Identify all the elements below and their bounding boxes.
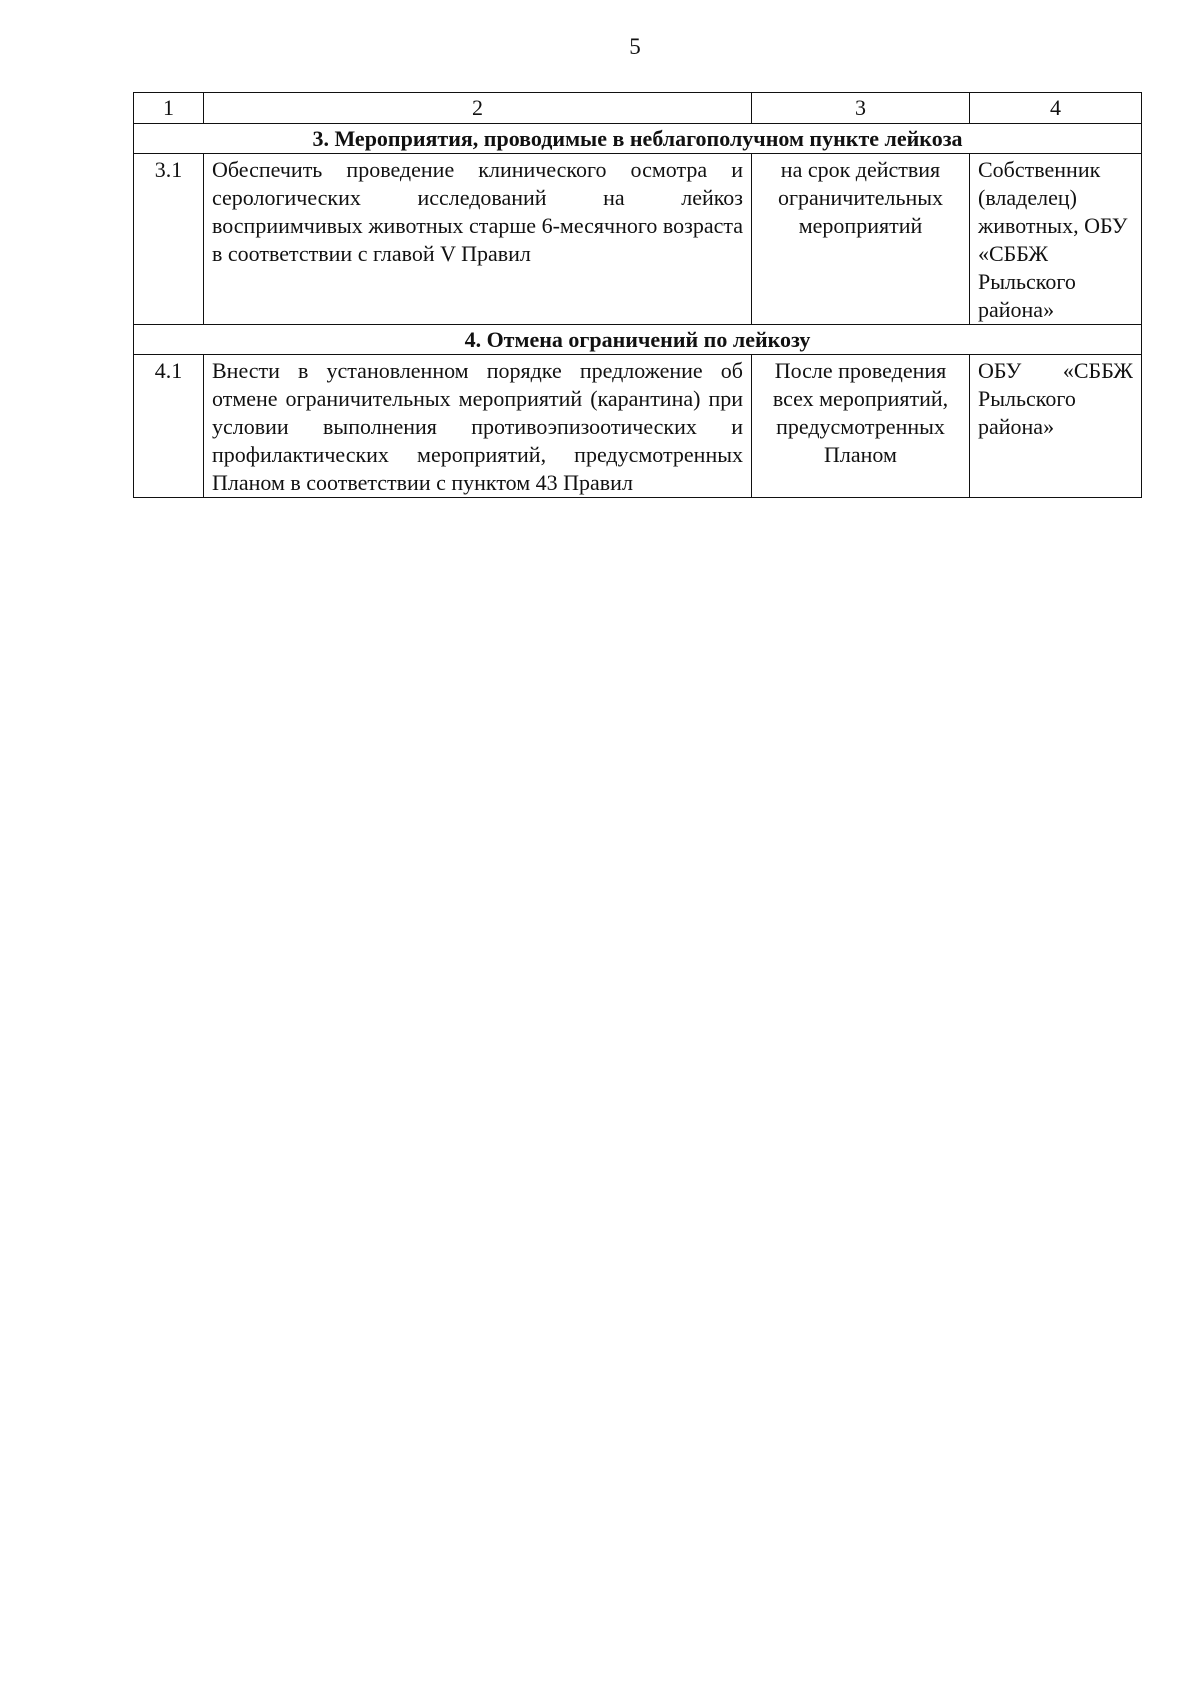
page-number: 5 — [629, 34, 641, 59]
section-heading-row — [134, 124, 1142, 154]
row-number: 3.1 — [134, 154, 204, 325]
column-header-3: 3 — [752, 93, 970, 124]
section-heading-row — [134, 325, 1142, 355]
column-header-2: 2 — [204, 93, 752, 124]
row-number: 4.1 — [134, 355, 204, 498]
row-term: на срок действия ограничительных мероприятий — [752, 154, 970, 325]
table-header-row — [134, 93, 1142, 124]
section-3-title: 3. Мероприятия, проводимые в неблагополучном пункте лейкоза — [134, 124, 1142, 154]
row-term: После проведения всех мероприятий, предусмотренных Планом — [752, 355, 970, 498]
table-row — [134, 154, 1142, 325]
row-responsible: ОБУ «СББЖ Рыльского района» — [970, 355, 1142, 498]
row-responsible: Собственник (владелец) животных, ОБУ «СББЖ Рыльского района» — [970, 154, 1142, 325]
row-action: Внести в установленном порядке предложение об отмене ограничительных мероприятий (карантина) при условии выполнения противоэпизоотических и профилактических мероприятий, предусмотренных Планом в соответствии с пунктом 43 Правил — [204, 355, 752, 498]
column-header-1: 1 — [134, 93, 204, 124]
column-header-4: 4 — [970, 93, 1142, 124]
row-action: Обеспечить проведение клинического осмотра и серологических исследований на лейкоз восприимчивых животных старше 6-месячного возраста в соответствии с главой V Правил — [204, 154, 752, 325]
section-4-title: 4. Отмена ограничений по лейкозу — [134, 325, 1142, 355]
table-row — [134, 355, 1142, 498]
plan-table — [133, 92, 1142, 498]
